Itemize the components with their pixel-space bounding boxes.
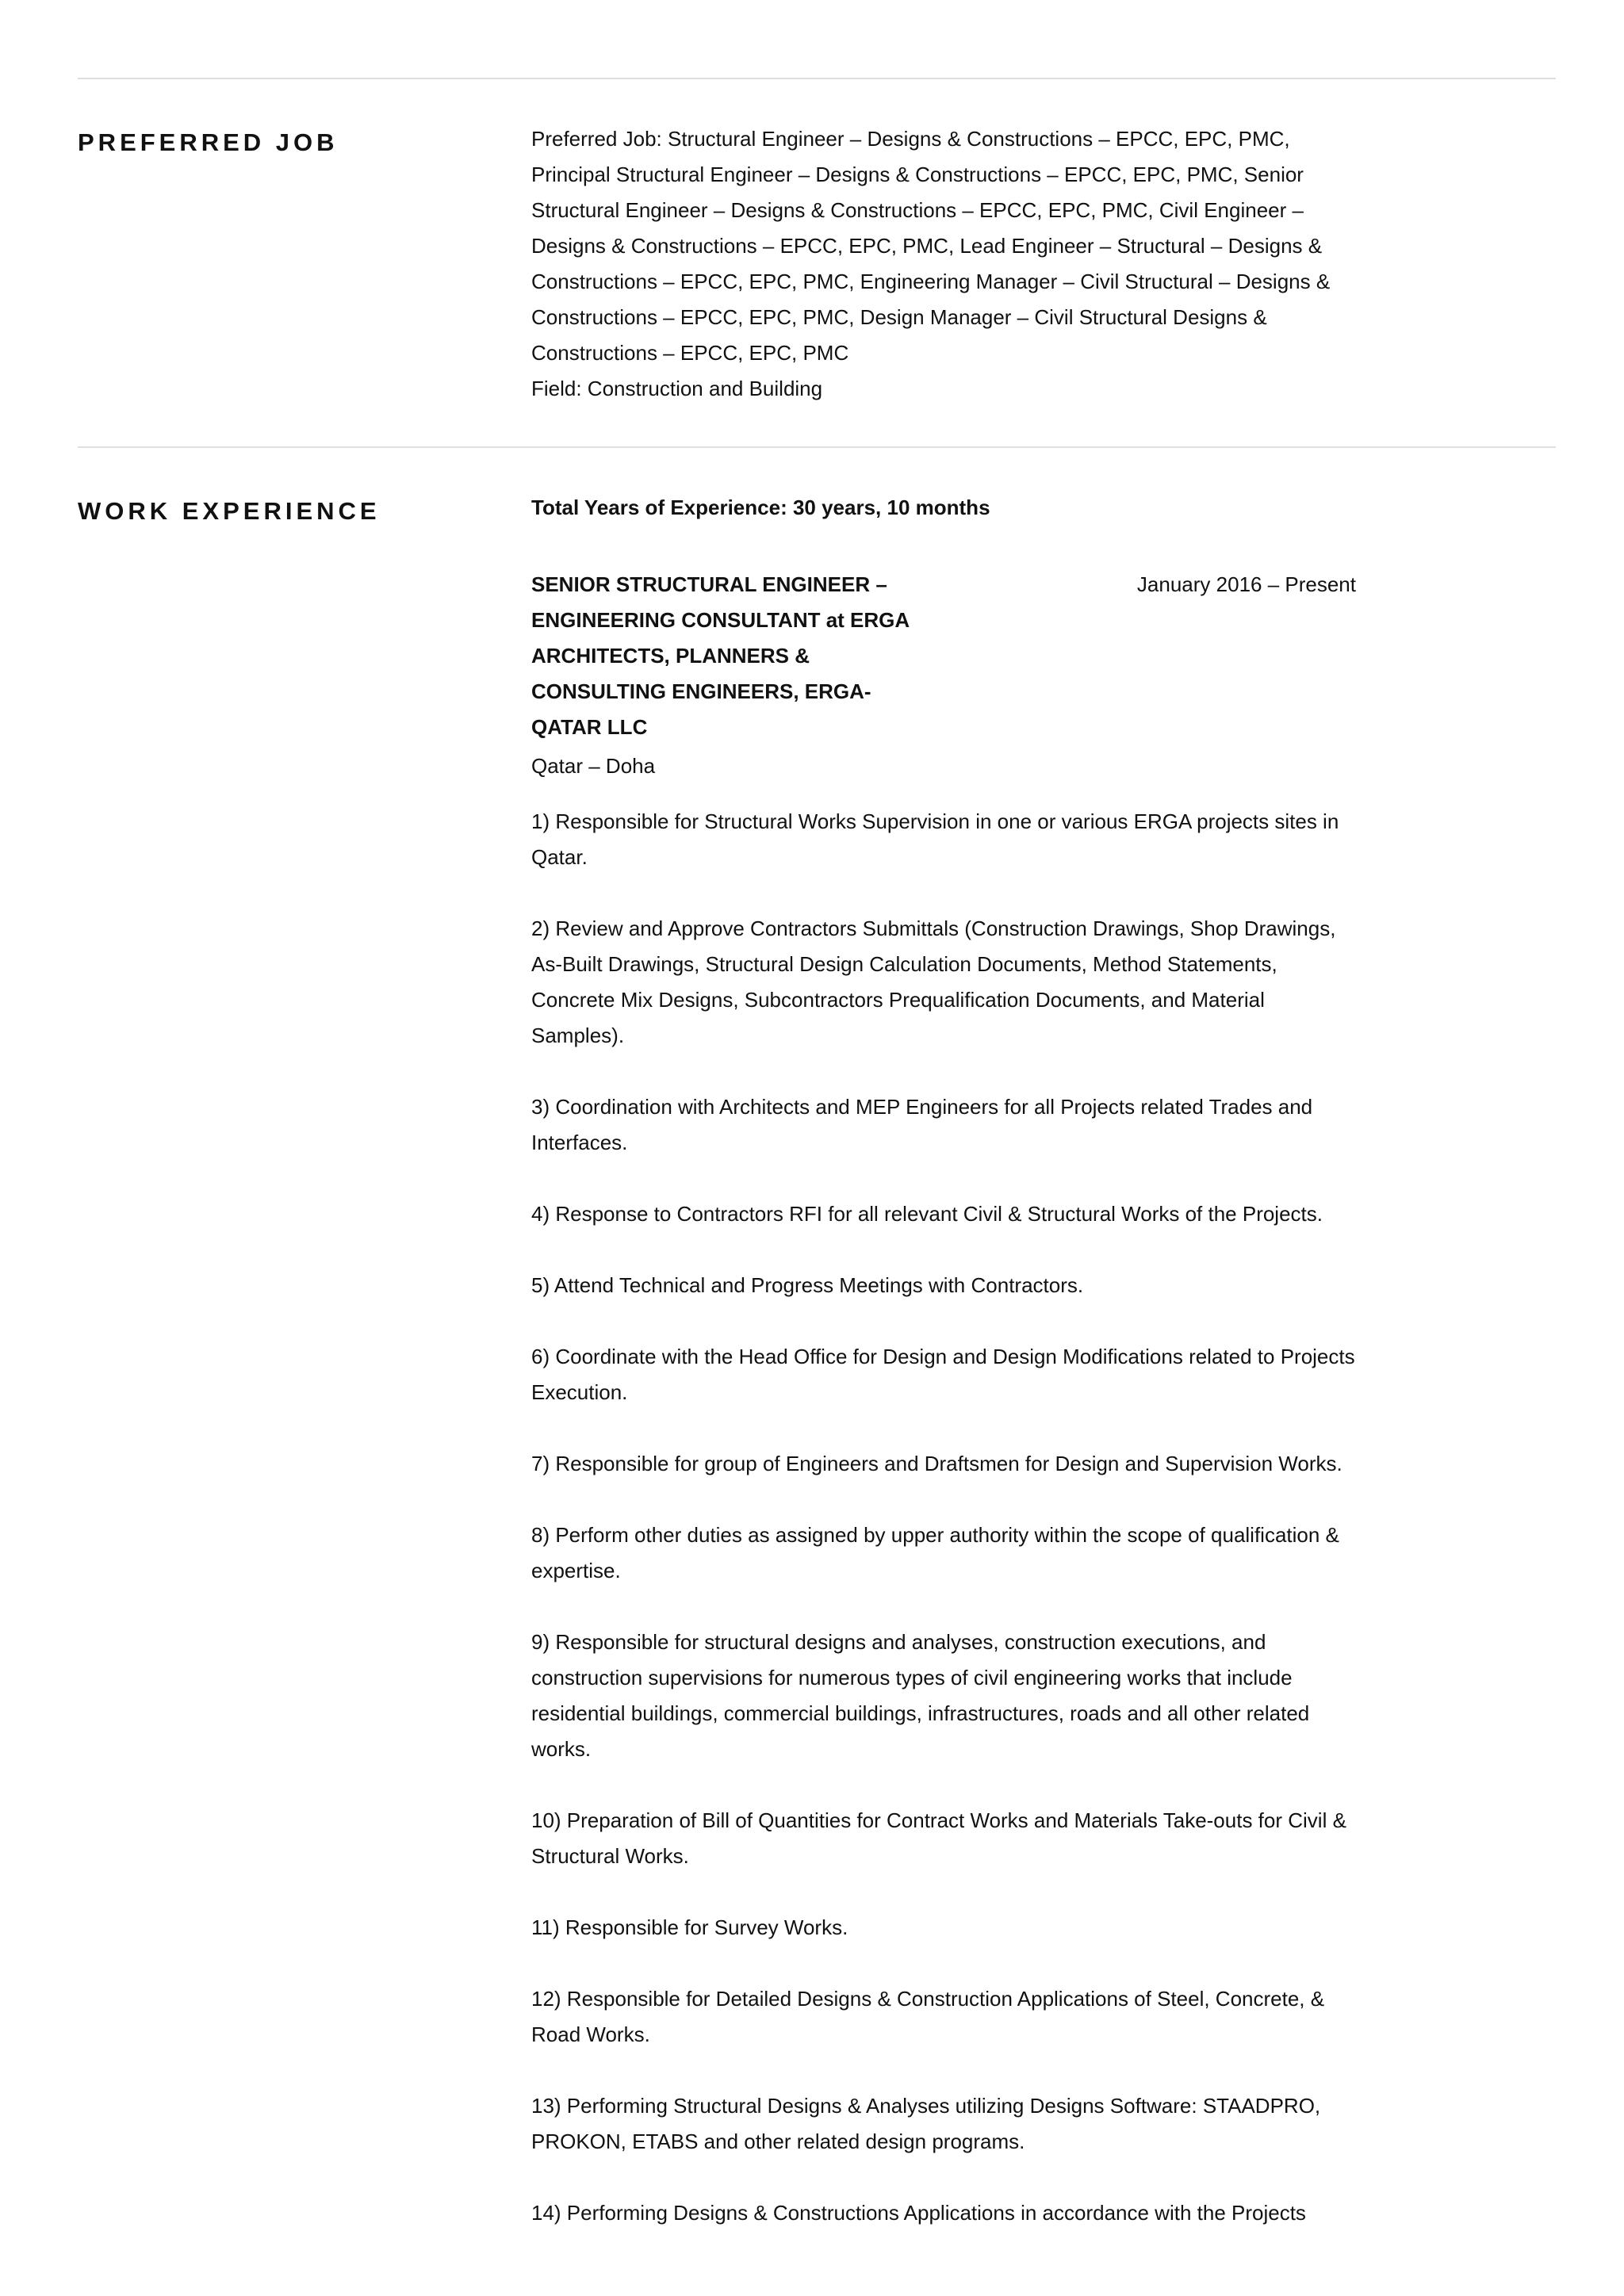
work-experience-heading: WORK EXPERIENCE [78,497,381,525]
section-divider [78,446,1556,448]
duty-item: 14) Performing Designs & Constructions Applications in accordance with the Projects [531,2201,1306,2225]
duty-item: 6) Coordinate with the Head Office for Design and Design Modifications related to Projects Execution. [531,1345,1355,1404]
preferred-job-list: Preferred Job: Structural Engineer – Designs & Constructions – EPCC, EPC, PMC, Principal Structural Engineer – Designs & Constructions – EPCC, EPC, PMC, Senior Structural Engineer – Designs & Constructions – EPCC, EPC, PMC, Civil Engineer – Designs & Constructions – EPCC, EPC, PMC, Lead Engineer – Structural – Designs & Constructions – EPCC, EPC, PMC, Engineering Manager – Civil Structural – Designs & Constructions – EPCC, EPC, PMC, Design Manager – Civil Structural Designs & Constructions – EPCC, EPC, PMC [531,127,1331,365]
work-experience-content [531,490,1356,2267]
job-duties-list [531,804,1356,2231]
top-divider [78,78,1556,79]
duty-item: 11) Responsible for Survey Works. [531,1915,848,1939]
duty-item: 10) Preparation of Bill of Quantities for Contract Works and Materials Take-outs for Civil & Structural Works. [531,1808,1346,1868]
duty-item: 12) Responsible for Detailed Designs & Construction Applications of Steel, Concrete, & Road Works. [531,1987,1325,2046]
total-experience: Total Years of Experience: 30 years, 10 months [531,496,990,519]
duty-item: 2) Review and Approve Contractors Submittals (Construction Drawings, Shop Drawings, As-Built Drawings, Structural Design Calculation Documents, Method Statements, Concrete Mix Designs, Subcontractors Prequalification Documents, and Material Samples). [531,916,1336,1047]
duty-item: 3) Coordination with Architects and MEP Engineers for all Projects related Trades and Interfaces. [531,1095,1313,1154]
job-header [531,567,1356,745]
duty-item: 13) Performing Structural Designs & Analyses utilizing Designs Software: STAADPRO, PROKON, ETABS and other related design programs. [531,2094,1321,2153]
job-title: SENIOR STRUCTURAL ENGINEER – ENGINEERING CONSULTANT at ERGA ARCHITECTS, PLANNERS & CONSULTING ENGINEERS, ERGA-QATAR LLC [531,572,910,739]
job-location: Qatar – Doha [531,754,656,778]
duty-item: 4) Response to Contractors RFI for all relevant Civil & Structural Works of the Projects. [531,1202,1323,1226]
duty-item: 9) Responsible for structural designs and analyses, construction executions, and construction supervisions for numerous types of civil engineering works that include residential buildings, commercial buildings, infrastructures, roads and all other related works. [531,1630,1310,1761]
duty-item: 8) Perform other duties as assigned by upper authority within the scope of qualification & expertise. [531,1523,1339,1582]
duty-item: 7) Responsible for group of Engineers and Draftsmen for Design and Supervision Works. [531,1452,1342,1475]
preferred-job-heading: PREFERRED JOB [78,128,339,156]
duty-item: 1) Responsible for Structural Works Supervision in one or various ERGA projects sites in Qatar. [531,809,1339,869]
job-dates: January 2016 – Present [1136,572,1356,596]
preferred-job-field: Field: Construction and Building [531,377,823,400]
duty-item: 5) Attend Technical and Progress Meetings with Contractors. [531,1273,1084,1297]
preferred-job-content [531,121,1356,407]
